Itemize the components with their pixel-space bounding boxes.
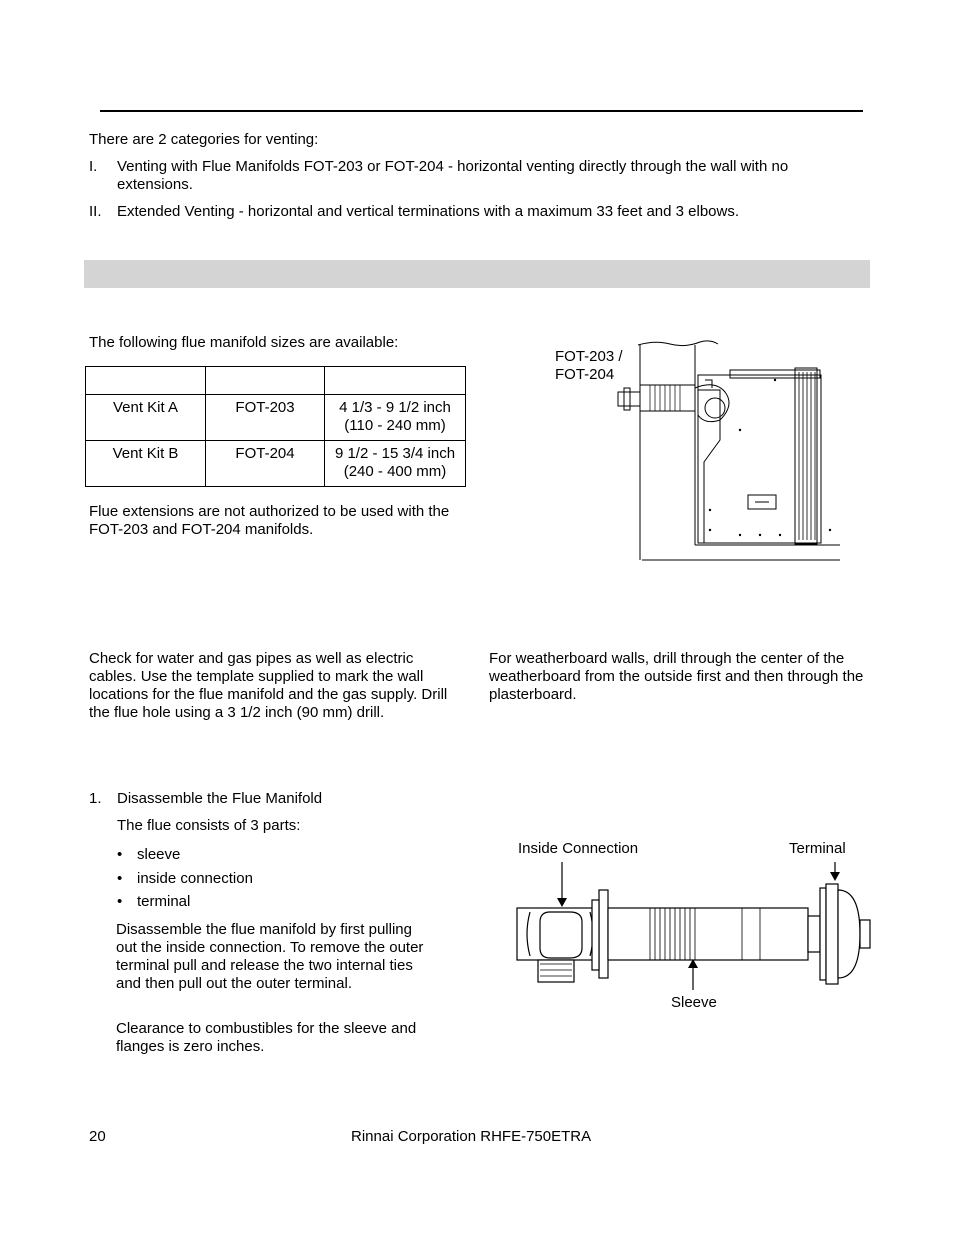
drilling-instructions-left: Check for water and gas pipes as well as electric cables. Use the template supplied to mark the wall locations for the flue manifold and the gas supply. Drill the flue hole using a 3 1/2 inch (90 mm) drill. [89,650,448,721]
list-item [117,893,417,916]
table-row [86,395,466,441]
table-header-cell [206,367,325,395]
table-cell-kit: Vent Kit B [86,441,206,487]
bullet-icon: • [117,870,123,887]
table-cell-model: FOT-203 [206,395,325,441]
list-item-text: inside connection [137,870,253,887]
label-sleeve: Sleeve [671,994,717,1011]
table-header-cell [325,367,466,395]
figure-label-line-1: FOT-203 / [555,348,623,365]
figure-label-line-2: FOT-204 [555,366,615,383]
clearance-note: Clearance to combustibles for the sleeve and flanges is zero inches. [116,1020,417,1055]
table-cell-model: FOT-204 [206,441,325,487]
table-cell-size [325,441,466,487]
table-cell-size [325,395,466,441]
manifold-lead: The following flue manifold sizes are available: [89,334,399,351]
list-item [117,870,417,893]
table-row [86,441,466,487]
list-item-text: terminal [137,893,191,910]
drilling-instructions-right: For weatherboard walls, drill through the center of the weatherboard from the outside first and then through the plasterboard. [489,650,864,703]
list-item [117,846,417,870]
intro-lead: There are 2 categories for venting: [89,131,319,148]
size-mm: (110 - 240 mm) [344,417,446,434]
heater-installation-figure [600,330,850,570]
step-1-number: 1. [89,790,102,807]
list-item-text: sleeve [137,846,181,863]
header-rule [100,110,863,112]
parts-lead: The flue consists of 3 parts: [117,817,301,834]
label-terminal: Terminal [789,840,846,857]
size-inch: 4 1/3 - 9 1/2 inch [339,399,451,416]
intro-item-1-num: I. [89,158,98,175]
section-heading-band [84,260,870,288]
footer-title: Rinnai Corporation RHFE-750ETRA [351,1128,592,1145]
step-1-title: Disassemble the Flue Manifold [117,790,323,807]
size-inch: 9 1/2 - 15 3/4 inch [334,445,456,462]
bullet-icon: • [117,893,123,910]
bullet-icon: • [117,846,123,863]
page-number: 20 [89,1128,106,1145]
label-inside-connection: Inside Connection [518,840,639,857]
intro-item-2-num: II. [89,203,102,220]
parts-list [117,846,417,916]
disassembly-instructions: Disassemble the flue manifold by first pulling out the inside connection. To remove the outer terminal pull and release the two internal ties and then pull out the outer terminal. [116,921,424,992]
size-mm: (240 - 400 mm) [343,463,447,480]
manifold-size-table [85,366,466,487]
intro-item-1-text: Venting with Flue Manifolds FOT-203 or FOT-204 - horizontal venting directly through the wall with no extensions. [117,158,789,193]
table-header-row [86,367,466,395]
table-cell-kit: Vent Kit A [86,395,206,441]
flue-manifold-diagram [510,860,880,995]
step-1-heading [89,790,322,807]
table-header-cell [86,367,206,395]
intro-item-2-text: Extended Venting - horizontal and vertical terminations with a maximum 33 feet and 3 elbows. [117,203,740,220]
manifold-note: Flue extensions are not authorized to be used with the FOT-203 and FOT-204 manifolds. [89,503,450,538]
